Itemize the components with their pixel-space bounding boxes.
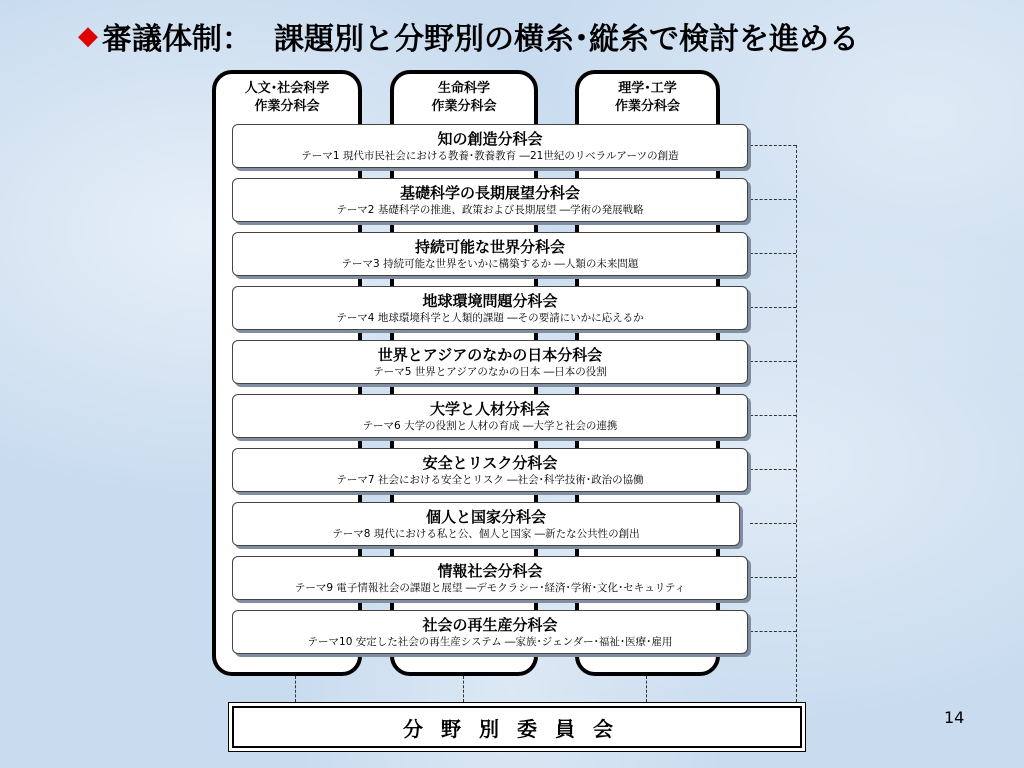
subcommittee-name: 基礎科学の長期展望分科会 — [399, 184, 580, 202]
subcommittee-theme: テーマ4 地球環境科学と人類的課題 ―その要請にいかに応えるか — [336, 312, 644, 324]
subcommittee-box — [232, 610, 748, 654]
subcommittee-name: 安全とリスク分科会 — [422, 454, 558, 472]
subcommittee-name: 個人と国家分科会 — [425, 508, 546, 526]
diamond-bullet-icon: ◆ — [78, 21, 98, 51]
subcommittee-box — [232, 340, 748, 384]
subcommittee-name: 地球環境問題分科会 — [422, 292, 558, 310]
subcommittee-theme: テーマ2 基礎科学の推進、政策および長期展望 ―学術の発展戦略 — [336, 204, 644, 216]
connector-line — [295, 676, 296, 702]
page-number: 14 — [944, 708, 965, 727]
committee-label: 分野別委員会 — [232, 706, 802, 748]
subcommittee-theme: テーマ1 現代市民社会における教養･教養教育 ―21世紀のリベラルアーツの創造 — [301, 150, 679, 162]
title-text: 課題別と分野別の横糸･縦糸で検討を進める — [274, 22, 859, 57]
subcommittee-name: 知の創造分科会 — [437, 130, 543, 148]
connector-line — [750, 415, 796, 416]
connector-line — [750, 145, 796, 146]
connector-line — [750, 361, 796, 362]
connector-line — [750, 307, 796, 308]
subcommittee-theme: テーマ5 世界とアジアのなかの日本 ―日本の役割 — [373, 366, 607, 378]
subcommittee-box — [232, 232, 748, 276]
subcommittee-name: 世界とアジアのなかの日本分科会 — [377, 346, 603, 364]
subcommittee-box — [232, 556, 748, 600]
connector-line — [750, 469, 796, 470]
subcommittee-box — [232, 124, 748, 168]
subcommittee-name: 大学と人材分科会 — [429, 400, 550, 418]
title-label: 審議体制： — [102, 22, 252, 57]
connector-line — [750, 577, 796, 578]
connector-line — [796, 145, 797, 702]
slide-title — [78, 14, 859, 58]
connector-line — [646, 676, 647, 702]
subcommittee-box — [232, 286, 748, 330]
connector-line — [750, 631, 796, 632]
column-header-humanities: 人文･社会科学 作業分科会 — [244, 81, 330, 114]
column-header-life-science: 生命科学 作業分科会 — [431, 81, 497, 114]
connector-line — [750, 253, 796, 254]
subcommittee-theme: テーマ10 安定した社会の再生産システム ―家族･ジェンダー･福祉･医療･雇用 — [307, 636, 673, 648]
subcommittee-name: 社会の再生産分科会 — [422, 616, 558, 634]
subcommittee-theme: テーマ7 社会における安全とリスク ―社会･科学技術･政治の協働 — [336, 474, 644, 486]
subcommittee-theme: テーマ6 大学の役割と人材の育成 ―大学と社会の連携 — [362, 420, 618, 432]
subcommittee-name: 情報社会分科会 — [437, 562, 543, 580]
subcommittee-name: 持続可能な世界分科会 — [414, 238, 565, 256]
committee-box — [228, 702, 806, 752]
connector-line — [750, 199, 796, 200]
subcommittee-box — [232, 394, 748, 438]
subcommittee-box — [232, 448, 748, 492]
subcommittee-theme: テーマ8 現代における私と公、個人と国家 ―新たな公共性の創出 — [332, 528, 640, 540]
connector-line — [750, 523, 796, 524]
subcommittee-box — [232, 178, 748, 222]
column-header-science-engineering: 理学･工学 作業分科会 — [614, 81, 680, 114]
subcommittee-theme: テーマ9 電子情報社会の課題と展望 ―デモクラシー･経済･学術･文化･セキュリティ — [294, 582, 686, 594]
subcommittee-box — [232, 502, 740, 546]
connector-line — [463, 676, 464, 702]
subcommittee-theme: テーマ3 持続可能な世界をいかに構築するか ―人類の未来問題 — [341, 258, 639, 270]
